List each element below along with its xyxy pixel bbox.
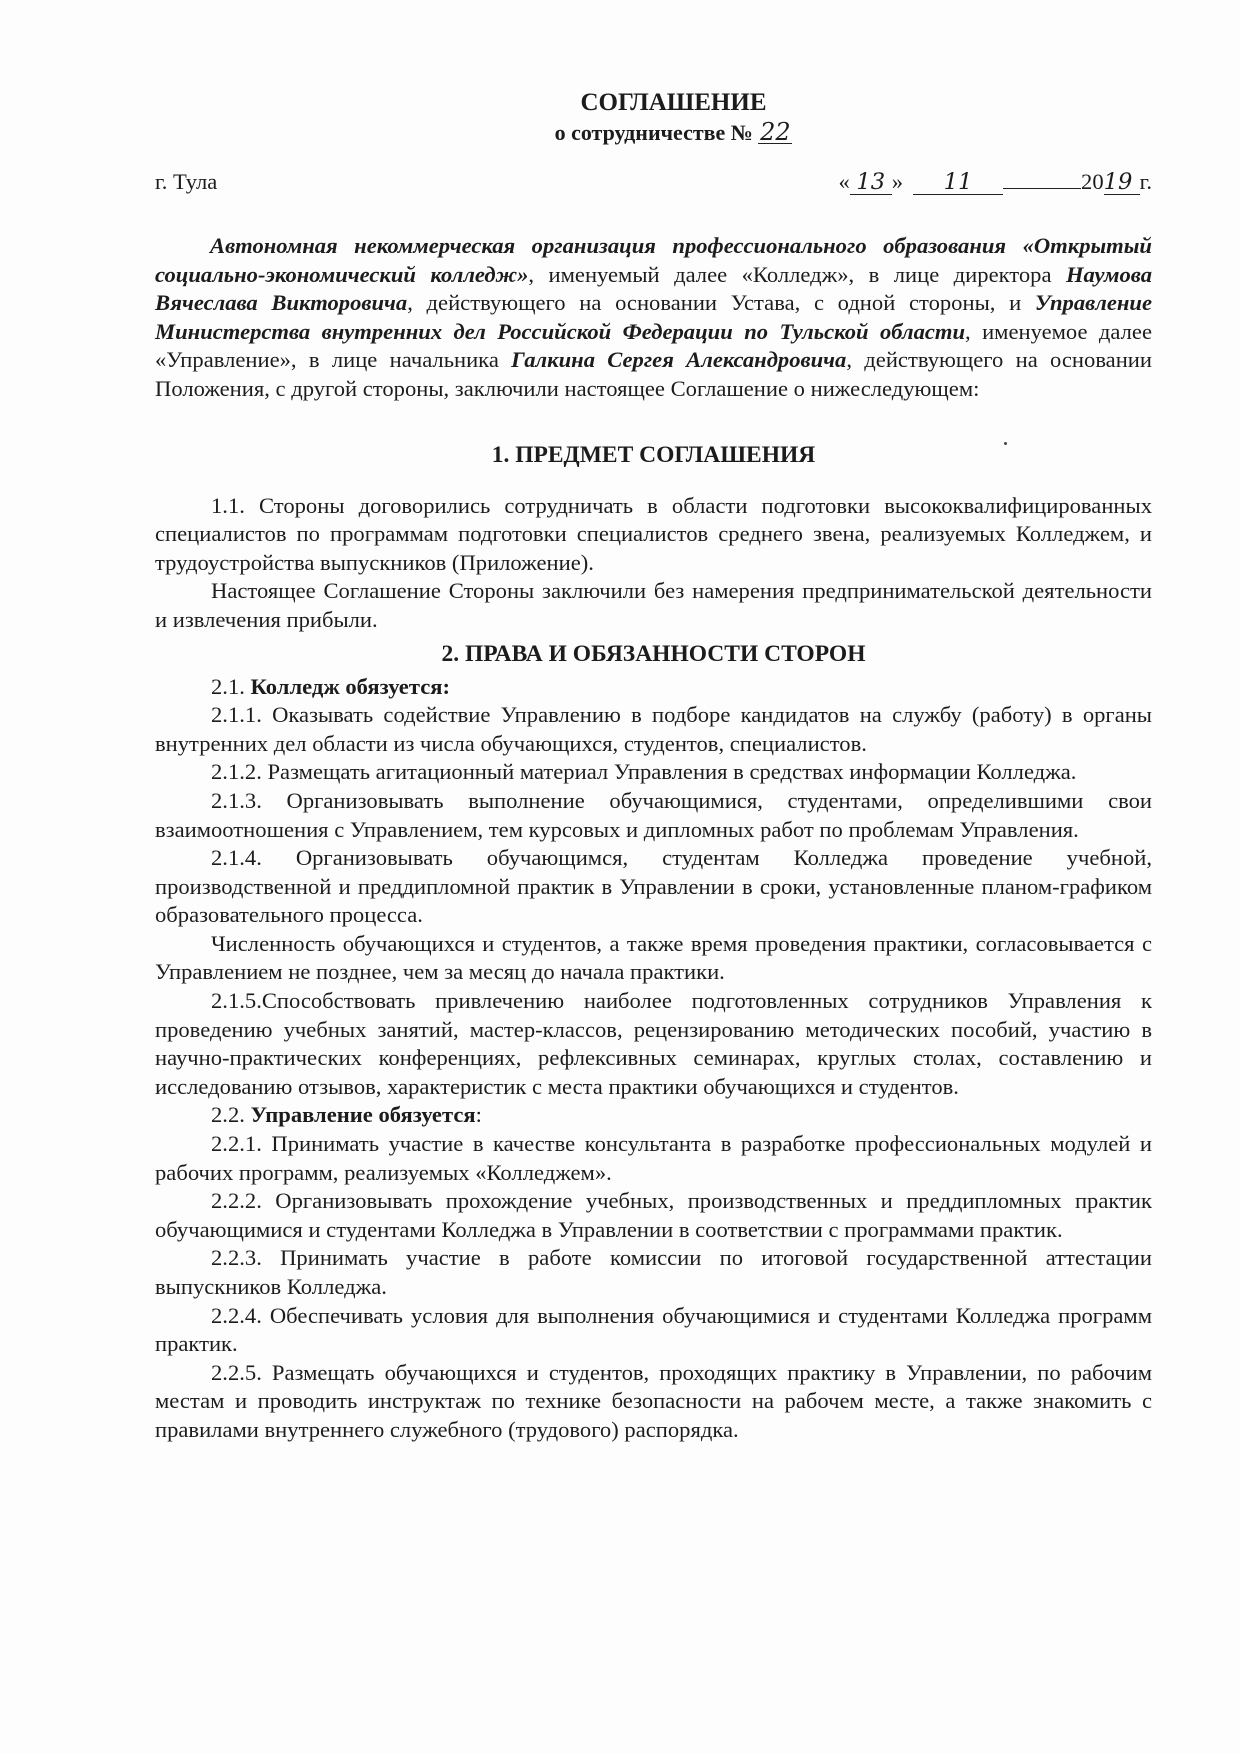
clause-2-1-5: 2.1.5.Способствовать привлечению наиболее подготовленных сотрудников Управления к проведению учебных занятий, мастер-классов, рецензированию методических пособий, участию в научно-практических конференциях, рефлексивных семинарах, круглых столах, составлению и исследованию отзывов, характеристик с места практики обучающихся и студентов. — [155, 988, 1152, 1099]
clause-2-2-number: 2.2. — [211, 1102, 251, 1128]
clause-2-1-2: 2.1.2. Размещать агитационный материал Управления в средствах информации Колледжа. — [211, 759, 1077, 785]
clause-2-2-title: Управление обязуется — [250, 1102, 476, 1128]
department-name: Управление Министерства внутренних дел Российской Федерации по Тульской области — [155, 290, 1152, 344]
clause-2-1-number: 2.1. — [211, 673, 251, 699]
clause-2-2-colon: : — [475, 1102, 482, 1128]
clause-2-2-4: 2.2.4. Обеспечивать условия для выполнения обучающимися и студентами Колледжа программ практик. — [155, 1302, 1152, 1357]
place-date-line — [155, 168, 1152, 202]
section-2-title: 2. ПРАВА И ОБЯЗАННОСТИ СТОРОН — [441, 640, 866, 667]
chief-name: Галкина Сергея Александровича — [511, 347, 847, 373]
preamble — [155, 232, 1152, 404]
preamble-text-2: , действующего на основании Устава, с одной стороны, и — [407, 290, 1035, 316]
date-open-quote: « — [838, 169, 850, 194]
clause-1-note: Настоящее Соглашение Стороны заключили без намерения предпринимательской деятельности и извлечения прибыли. — [155, 578, 1152, 632]
date-close-quote: » — [891, 169, 904, 194]
clause-2-1-4: 2.1.4. Организовывать обучающимся, студентам Колледжа проведение учебной, производственной и преддипломной практик в Управлении в сроки, установленные планом-графиком образовательного процесса. — [155, 845, 1152, 928]
clause-2-2-3: 2.2.3. Принимать участие в работе комиссии по итоговой государственной аттестации выпускников Колледжа. — [155, 1245, 1152, 1299]
preamble-text-4: , действующего на основании Положения, с другой стороны, заключили настоящее Соглашение о нижеследующем: — [155, 347, 1152, 401]
clause-2-2-1: 2.2.1. Принимать участие в качестве консультанта в разработке профессиональных модулей и рабочих программ, реализуемых «Колледжем». — [155, 1131, 1152, 1185]
clause-2-2-2: 2.2.2. Организовывать прохождение учебных, производственных и преддипломных практик обучающимися и студентами Колледжа в Управлении в соответствии с программами практик. — [155, 1188, 1152, 1242]
document-subtitle — [155, 118, 1152, 148]
section-1-title: 1. ПРЕДМЕТ СОГЛАШЕНИЯ — [491, 441, 816, 468]
handwritten-agreement-number: 22 — [760, 118, 791, 146]
subtitle-prefix: о сотрудничестве № — [554, 120, 753, 145]
clause-2-1-heading — [155, 673, 1152, 702]
document-title: СОГЛАШЕНИЕ — [580, 89, 767, 116]
director-name: Наумова Вячеслава Викторовича — [155, 261, 1152, 316]
date-blank — [1003, 188, 1081, 189]
preamble-text-3: , именуемое далее «Управление», в лице начальника — [155, 318, 1152, 373]
clause-2-2-5: 2.2.5. Размещать обучающихся и студентов, проходящих практику в Управлении, по рабочим местам и проводить инструктаж по технике безопасности на рабочем месте, а также знакомить с правилами внутреннего служебного (трудового) распорядка. — [155, 1359, 1152, 1442]
clause-2-1-1: 2.1.1. Оказывать содействие Управлению в подборе кандидатов на службу (работу) в органы внутренних дел области из числа обучающихся, студентов, специалистов. — [155, 702, 1152, 756]
college-name: Автономная некоммерческая организация профессионального образования «Открытый социально-экономический колледж» — [155, 233, 1152, 287]
date-year-end: г. — [1139, 169, 1152, 194]
clause-2-1-3: 2.1.3. Организовывать выполнение обучающимися, студентами, определившими свои взаимоотношения с Управлением, тем курсовых и дипломных работ по проблемам Управления. — [155, 787, 1152, 842]
handwritten-month: 11 — [913, 170, 1003, 195]
preamble-paragraph — [155, 232, 1152, 404]
clause-2-2-heading — [155, 1101, 1152, 1130]
clause-1-1: 1.1. Стороны договорились сотрудничать в области подготовки высококвалифицированных специалистов по программам подготовки специалистов среднего звена, реализуемых Колледжем, и трудоустройства выпускников (Приложение). — [155, 492, 1152, 575]
handwritten-year: 19 — [1104, 170, 1140, 195]
clause-2-1-title: Колледж обязуется: — [250, 673, 450, 699]
preamble-text-1: , именуемый далее «Колледж», в лице директора — [528, 261, 1066, 287]
date-year-prefix: 20 — [1081, 169, 1104, 194]
city: г. Тула — [155, 169, 218, 194]
scan-speck — [1004, 442, 1007, 445]
clause-2-1-4-note: Численность обучающихся и студентов, а также время проведения практики, согласовывается с Управлением не позднее, чем за месяц до начала практики. — [155, 930, 1152, 985]
handwritten-day: 13 — [850, 170, 892, 195]
agreement-date — [838, 168, 1152, 197]
